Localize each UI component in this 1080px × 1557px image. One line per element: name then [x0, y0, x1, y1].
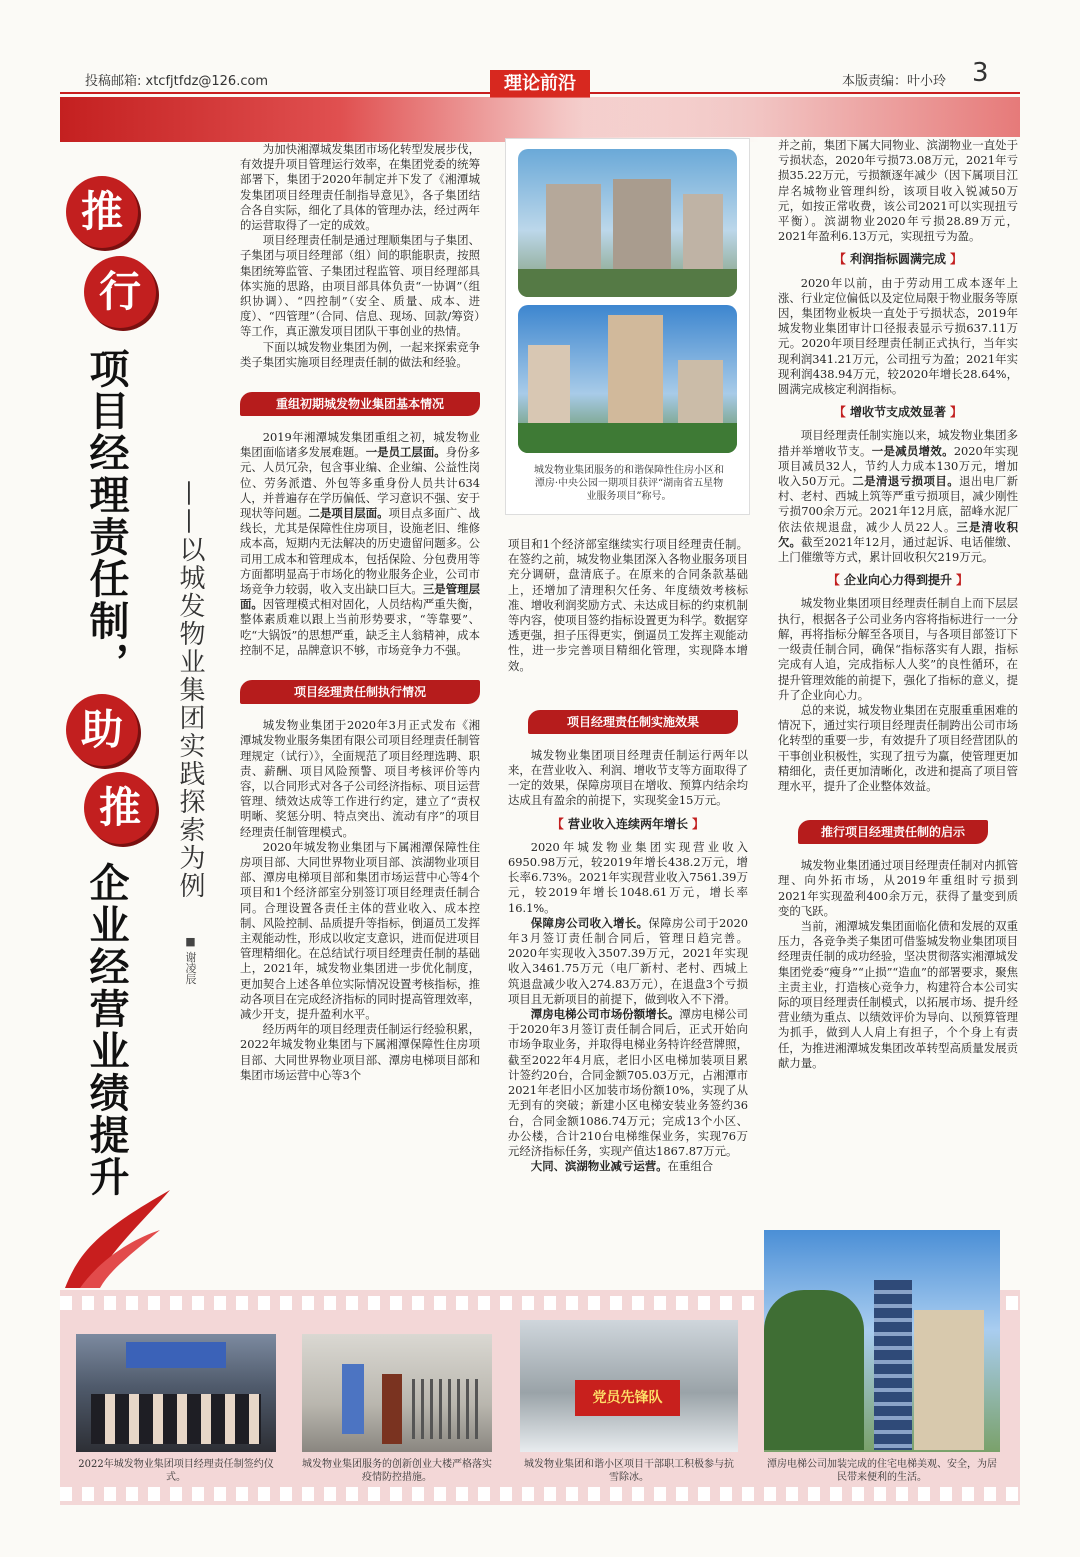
red-ribbon-decoration [60, 1170, 180, 1290]
article-column-1 [240, 142, 480, 1083]
column-name: 理论前沿 [490, 70, 590, 98]
photo-caption: 城发物业集团和谐小区项目干部职工积极参与抗雪除冰。 [524, 1459, 734, 1483]
film-perforations-bottom [60, 1487, 1020, 1501]
sub-heading: 【 营业收入连续两年增长 】 [551, 816, 705, 831]
photo-caption: 潭房电梯公司加装完成的住宅电梯美观、安全，为居民带来便利的生活。 [767, 1459, 997, 1483]
section-heading: 项目经理责任制实施效果 [528, 710, 738, 734]
title-char-circle: 推 [66, 176, 138, 248]
epidemic-prevention-photo [302, 1334, 492, 1452]
photo-frame [505, 138, 750, 515]
residential-towers-photo [518, 149, 737, 297]
photo-film-strip [60, 1290, 1020, 1505]
body-paragraph: 2020年以前，由于劳动用工成本逐年上涨、行业定位偏低以及定位局限于物业服务等原因，集团物业板块一直处于亏损状态，2019年城发物业集团审计口径报表显示亏损637.11万元。2020年项目经理责任制正式执行，当年实现利润341.21万元，公司扭亏为盈；2021年实现利润438.94万元，较2020年增长28.64%，圆满完成核定利润指标。 [778, 275, 1018, 397]
body-paragraph: 总的来说，城发物业集团在克服重重困难的情况下，通过实行项目经理责任制跨出公司市场化转型的重要一步，有效提升了项目经营团队的干事创业积极性，实现了扭亏为赢，使管理更加精细化，责任更加清晰化，改进和提高了项目管理水平，提升了企业整体效益。 [778, 702, 1018, 793]
main-title-line1: 项目经理责任制， [83, 348, 129, 684]
photo-caption: 城发物业集团服务的和谐保障性住房小区和潭房·中央公园一期项目获评“湖南省五星物业服务项目”称号。 [534, 465, 724, 502]
photo-caption: 城发物业集团服务的创新创业大楼严格落实疫情防控措施。 [302, 1459, 492, 1483]
body-paragraph: 城发物业集团于2020年3月正式发布《湘潭城发物业服务集团有限公司项目经理责任制管理规定（试行）》，全面规范了项目经理选聘、职责、薪酬、项目风险预警、项目考核评价等内容，以合同形式对各子公司经济指标、项目运营管理、绩效达成等工作进行约定，建立了“责权明晰、奖惩分明、特点突出、流动有序”的项目经理责任制管理模式。 [240, 718, 480, 839]
page-editor: 本版责编：叶小玲 [842, 74, 947, 89]
title-char-circle: 推 [84, 772, 156, 844]
body-paragraph: 项目和1个经济部室继续实行项目经理责任制。在签约之前，城发物业集团深入各物业服务项目充分调研，盘清底子。在原来的合同条款基础上，还增加了清理积欠任务、年度绩效考核标准、增收利润奖励方式、未达成目标的约束机制等内容，使项目签约指标设置更为科学。数据穿透更强，担子压得更实，倒逼员工发挥主观能动性，进一步完善项目精细化管理，实现降本增效。 [508, 537, 748, 673]
body-paragraph: 当前，湘潭城发集团面临化债和发展的双重压力，各竞争类子集团可借鉴城发物业集团项目经理责任制的成功经验，坚决贯彻落实湘潭城发集团党委“瘦身”“止损”“造血”的部署要求，聚焦主责主业，打造核心竞争力，构建符合本公司实际的项目经理责任制模式，以拓展市场、提升经营业绩为重点、以绩效评价为导向、以预算管理为抓手，做到人人肩上有担子，个个身上有责任，为推进湘潭城发集团改革转型高质量发展贡献力量。 [778, 918, 1018, 1070]
red-brush-banner-right [560, 97, 1020, 137]
body-paragraph: 城发物业集团通过项目经理责任制对内抓管理、向外拓市场，从2019年重组时亏损到2021年实现盈利400余万元，获得了量变到质变的飞跃。 [778, 858, 1018, 918]
main-title-line2: 企业经营业绩提升 [83, 862, 129, 1198]
signing-ceremony-photo [76, 1334, 276, 1452]
snow-removal-photo [520, 1320, 738, 1452]
article-column-3 [778, 138, 1018, 1071]
sub-heading: 【 增收节支成效显著 】 [833, 405, 963, 420]
submission-email: 投稿邮箱: xtcfjtfdz@126.com [85, 74, 269, 89]
sub-heading: 【 企业向心力得到提升 】 [827, 573, 969, 588]
article-column-2 [508, 537, 748, 1174]
author: ■ 谢凌辰 [184, 935, 197, 985]
page-number: 3 [972, 58, 989, 88]
intro-paragraph: 下面以城发物业集团为例，一起来探索竞争类子集团实施项目经理责任制的做法和经验。 [240, 339, 480, 369]
body-paragraph: 城发物业集团项目经理责任制自上而下层层执行，根据各子公司业务内容将指标进行一一分解，再将指标分解至各项目，与各项目部签订下一级责任制合同，确保“指标落实有人跟，指标完成有人追，完成指标人人奖”的良性循环，在提升管理效能的前提下，强化了指标的意义，提升了企业向心力。 [778, 596, 1018, 702]
body-paragraph: 经历两年的项目经理责任制运行经验积累，2022年城发物业集团与下属湘潭保障性住房项目部、大同世界物业项目部、潭房电梯项目部和集团市场运营中心等3个 [240, 1022, 480, 1082]
body-paragraph: 2019年湘潭城发集团重组之初，城发物业集团面临诸多发展难题。一是员工层面。身份多元、人员冗杂，包含事业编、企业编、公益性岗位、劳务派遣、外包等多重身份人员共计634人，并普遍存在学历偏低、学习意识不强、安于现状等问题。二是项目层面。项目点多面广、战线长，尤其是保障性住房项目，设施老旧、维修成本高，短期内无法解决的历史遗留问题多。公司用工成本和管理成本，包括保险、分包费用等方面都明显高于市场化的物业服务企业，公司市场竞争力较弱，收入支出缺口巨大。三是管理层面。因管理模式相对固化，人员结构严重失衡，整体素质难以跟上当前形势要求，“等靠要”、吃“大锅饭”的思想严重，缺乏主人翁精神，成本控制不足，品牌意识不够，市场竞争力不强。 [240, 430, 480, 657]
party-vanguard-banner: 党员先锋队 [575, 1380, 680, 1416]
title-char-circle: 行 [84, 256, 156, 328]
body-paragraph: 项目经理责任制实施以来，城发物业集团多措并举增收节支。一是减员增效。2020年实现项目减员32人，节约人力成本130万元，增加收入50万元。二是清退亏损项目。退出电厂新村、老村、西城上筑等严重亏损项目，减少刚性亏损700余万元。2021年12月底，韶峰水泥厂依法依规退盘，减少人员22人。三是清收积欠。截至2021年12月，通过起诉、电话催缴、上门催缴等方式，累计回收积欠219万元。 [778, 428, 1018, 565]
title-char-circle: 助 [66, 694, 138, 766]
intro-paragraph: 为加快湘潭城发集团市场化转型发展步伐，有效提升项目管理运行效率，在集团党委的统筹部署下，集团于2020年制定并下发了《湘潭城发集团项目经理责任制指导意见》，各子集团结合各自实际，细化了具体的管理办法，经过两年的运营取得了一定的成效。 [240, 142, 480, 233]
section-heading: 重组初期城发物业集团基本情况 [240, 392, 480, 416]
elevator-installation-photo [764, 1230, 1000, 1452]
body-paragraph: 潭房电梯公司市场份额增长。潭房电梯公司于2020年3月签订责任制合同后，正式开始向市场争取业务，并取得电梯业务特许经营牌照，截至2022年4月底，老旧小区电梯加装项目累计签约20台，合同金额705.03万元，占湘潭市2021年老旧小区加装市场份额10%，实现了从无到有的突破；新建小区电梯安装业务签约36台，合同金额1086.74万元；完成13个小区、办公楼，合计210台电梯维保业务，实现76万元经济指标任务，实现产值达1867.87万元。 [508, 1007, 748, 1158]
sub-heading: 【 利润指标圆满完成 】 [833, 252, 963, 267]
intro-paragraph: 项目经理责任制是通过理顺集团与子集团、子集团与项目经理部（组）间的职能职责，按照集团统筹监管、子集团过程监管、项目经理部具体实施的思路，由项目部具体负责“一协调”（组织协调）、“四控制”（安全、质量、成本、进度）、“四管理”（合同、信息、现场、回款/筹资）等工作，真正激发项目团队干事创业的热情。 [240, 233, 480, 339]
central-park-towers-photo [518, 305, 737, 453]
body-paragraph: 城发物业集团项目经理责任制运行两年以来，在营业收入、利润、增收节支等方面取得了一定的效果，保障房项目在增收、预算内结余均达成且有盈余的前提下，实现奖金15万元。 [508, 747, 748, 808]
body-paragraph: 大同、滨湖物业减亏运营。在重组合 [530, 1159, 714, 1174]
body-paragraph: 保障房公司收入增长。保障房公司于2020年3月签订责任制合同后，管理日趋完善。2020年实现收入3507.39万元，2021年实现收入3461.75万元（电厂新村、老村、西城上筑退盘减少收入274.83万元），在退盘3个亏损项目且无新项目的前提下，做到收入不下滑。 [508, 915, 748, 1006]
subtitle: ——以城发物业集团实践探索为例 [175, 480, 205, 900]
body-paragraph: 2020年城发物业集团与下属湘潭保障性住房项目部、大同世界物业项目部、滨湖物业项目部、潭房电梯项目部和集团市场运营中心等4个项目和1个经济部室分别签订项目经理责任制合同。合理设置各责任主体的营业收入、成本控制、风险控制、品质提升等指标，倒逼员工发挥主观能动性，形成以收定支意识，进而促进项目管理精细化。在总结试行项目经理责任制的基础上，2021年，城发物业集团进一步优化制度，更加契合上述各单位实际情况设置考核指标，推动各项目在完成经济指标的同时提高管理效率，减少开支，提升盈利水平。 [240, 839, 480, 1021]
section-heading: 项目经理责任制执行情况 [240, 680, 480, 704]
body-paragraph: 2020年城发物业集团实现营业收入6950.98万元，较2019年增长438.2万元，增长率6.73%。2021年实现营业收入7561.39万元，较2019年增长1048.61万元，增长率16.1%。 [508, 839, 748, 915]
photo-caption: 2022年城发物业集团项目经理责任制签约仪式。 [78, 1459, 274, 1483]
section-heading: 推行项目经理责任制的启示 [798, 820, 988, 844]
body-paragraph: 并之前，集团下属大同物业、滨湖物业一直处于亏损状态，2020年亏损73.08万元，2021年亏损35.22万元，亏损额逐年减少（因下属项目江岸名城物业管理纠纷，该项目收入锐减50万元，如按正常收费，该公司2021可以实现扭亏平衡）。滨湖物业2020年亏损28.89万元，2021年盈利6.13万元，实现扭亏为盈。 [778, 138, 1018, 244]
